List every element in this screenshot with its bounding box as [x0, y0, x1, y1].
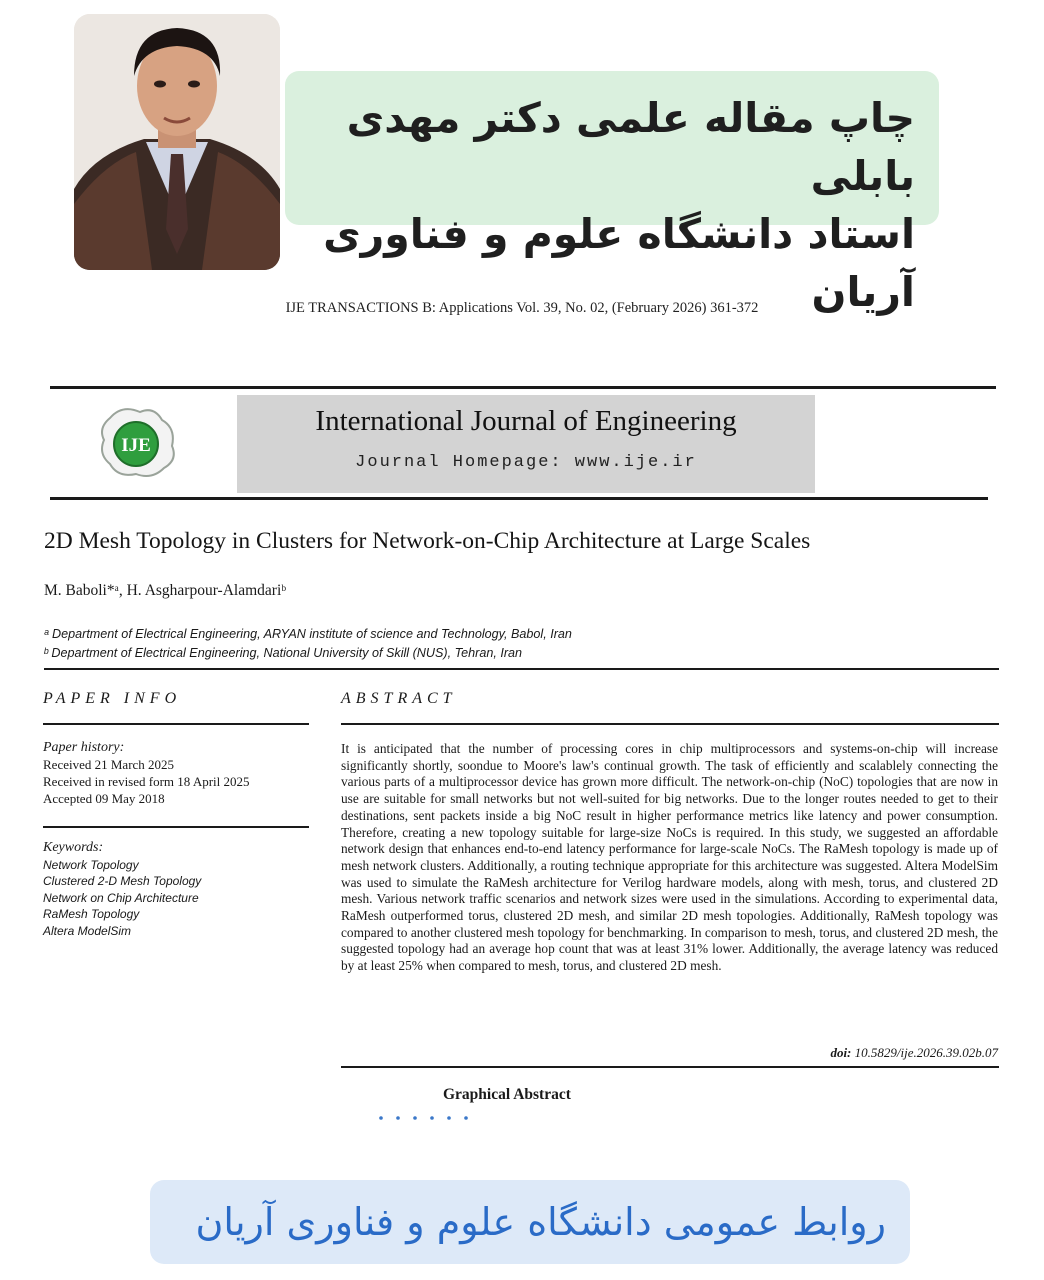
- journal-header-box: [237, 395, 815, 493]
- keyword-item: Altera ModelSim: [43, 923, 132, 938]
- doi-link[interactable]: 10.5829/ije.2026.39.02b.07: [854, 1045, 998, 1060]
- paper-info-heading: PAPER INFO: [43, 690, 182, 707]
- keyword-item: Clustered 2-D Mesh Topology: [43, 874, 202, 889]
- affiliation-a: ᵃ Department of Electrical Engineering, ARYAN institute of science and Technology, Babol, Iran: [44, 627, 572, 641]
- author-portrait: [74, 14, 280, 270]
- history-item: Accepted 09 May 2018: [43, 791, 165, 806]
- keyword-item: Network on Chip Architecture: [43, 890, 199, 905]
- abstract-rule: [341, 723, 999, 725]
- header-rule-top: [50, 386, 996, 389]
- journal-citation: IJE TRANSACTIONS B: Applications Vol. 39, No. 02, (February 2026) 361-372: [285, 300, 759, 316]
- history-item: Received 21 March 2025: [43, 757, 175, 772]
- doi: [341, 1045, 998, 1061]
- footer-banner: [150, 1180, 910, 1264]
- logo-text: IJE: [121, 435, 151, 456]
- banner-line-1: چاپ مقاله علمی دکتر مهدی بابلی: [346, 94, 915, 200]
- abstract-body: It is anticipated that the number of processing cores in chip multiprocessors and systems-on-chip will increase significantly shortly, soondue to Moore's law's continual growth. The task of efficiently and scalablely connecting the various parts of a multiprocessor device has grown more difficult. The network-on-chip (NoC) topologies that are now in use are suitable for small networks but not well-suited for big networks. Due to the longer routes needed to get to their destinations, sent packets inside a big NoC result in higher performance metrics like latency and power consumption. Therefore, creating a new topology suitable for large-size NoCs is required. In this study, we suggested an affordable network design that enhances end-to-end latency performance for large-scale NoCs. The RaMesh topology is made up of mesh network clusters. Additionally, a routing technique appropriate for this architecture was suggested. Altera ModelSim was used to simulate the RaMesh architecture for Verilog hardware models, along with mesh, torus, and clustered 2D mesh. Various network traffic scenarios and network sizes were used in the simulations. According to experimental data, RaMesh outperformed torus, clustered 2D mesh, and similar 2D mesh topologies. Additionally, RaMesh topology was compared to another clustered mesh topology for benchmarking. In comparison to mesh, torus, and clustered 2D mesh, the suggested topology had an average hop count that was at least 31% lower. Additionally, the average latency was reduced by at least 25% when compared to mesh, torus, and clustered 2D mesh.: [341, 741, 998, 974]
- history-item: Received in revised form 18 April 2025: [43, 774, 250, 789]
- paper-authors: M. Baboli*ᵃ, H. Asgharpour-Alamdariᵇ: [44, 582, 287, 599]
- journal-logo: [92, 402, 184, 482]
- abstract-heading: ABSTRACT: [341, 690, 457, 707]
- paper-info-rule: [43, 723, 309, 725]
- header-rule-bottom: [50, 497, 988, 500]
- doi-rule: [341, 1066, 999, 1068]
- journal-homepage: Journal Homepage: www.ije.ir: [355, 453, 697, 472]
- graphical-abstract-heading: Graphical Abstract: [443, 1086, 571, 1103]
- decorative-dots: [378, 1110, 478, 1120]
- journal-name: International Journal of Engineering: [315, 405, 737, 437]
- keywords-block: [43, 839, 309, 939]
- banner-line-2: استاد دانشگاه علوم و فناوری آریان: [323, 210, 915, 316]
- keywords-heading: Keywords:: [43, 840, 104, 855]
- affiliation-rule: [44, 668, 999, 670]
- affiliation-b: ᵇ Department of Electrical Engineering, National University of Skill (NUS), Tehran, Iran: [44, 646, 523, 660]
- footer-text: روابط عمومی دانشگاه علوم و فناوری آریان: [195, 1200, 886, 1244]
- paper-title: 2D Mesh Topology in Clusters for Network-on-Chip Architecture at Large Scales: [44, 528, 811, 554]
- history-rule: [43, 826, 309, 828]
- paper-history: [43, 739, 309, 807]
- history-heading: Paper history:: [43, 740, 125, 755]
- keyword-item: RaMesh Topology: [43, 907, 140, 922]
- keyword-item: Network Topology: [43, 858, 139, 872]
- doi-label: doi:: [830, 1045, 852, 1060]
